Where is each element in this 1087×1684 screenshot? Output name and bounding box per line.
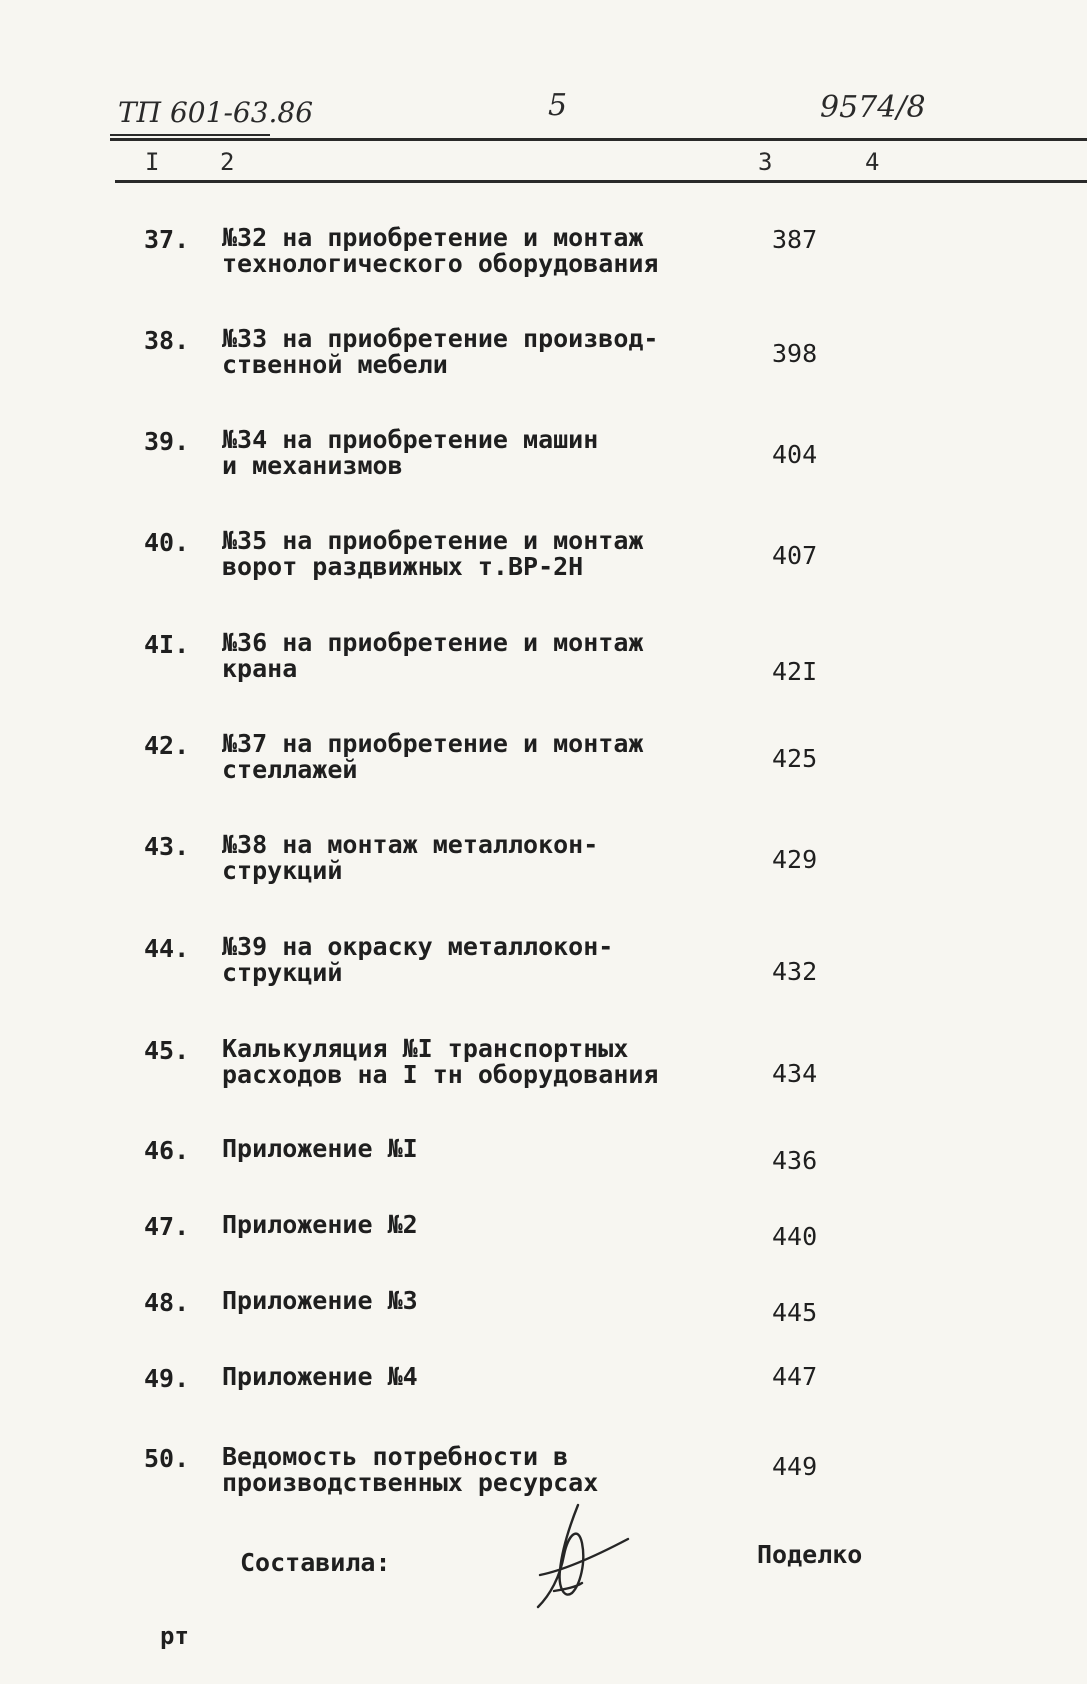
document-number: 9574/8 <box>820 90 926 125</box>
entry-number: 38. <box>144 326 190 355</box>
entry-page: 425 <box>772 744 818 773</box>
handwritten-signature <box>520 1495 640 1615</box>
entry-title: №36 на приобретение и монтаж крана <box>222 628 644 683</box>
entry-title: №32 на приобретение и монтаж технологического оборудования <box>222 223 659 278</box>
entry-number: 4I. <box>144 630 190 659</box>
entry-page: 440 <box>772 1222 818 1251</box>
entry-title: Приложение №2 <box>222 1210 418 1239</box>
entry-title: №34 на приобретение машин и механизмов <box>222 425 599 480</box>
entry-number: 49. <box>144 1364 190 1393</box>
entry-page: 398 <box>772 339 818 368</box>
entry-number: 45. <box>144 1036 190 1065</box>
entry-page: 407 <box>772 541 818 570</box>
entry-page: 432 <box>772 957 818 986</box>
compiled-by-label: Составила: <box>240 1548 391 1577</box>
document-code: ТП 601-63.86 <box>118 96 314 129</box>
entry-title: №35 на приобретение и монтаж ворот раздвижных т.ВР-2Н <box>222 526 644 581</box>
entry-number: 48. <box>144 1288 190 1317</box>
entry-title: №39 на окраску металлокон- струкций <box>222 932 614 987</box>
column-number-2: 2 <box>220 148 235 176</box>
entry-number: 46. <box>144 1136 190 1165</box>
entry-title: №33 на приобретение производ- ственной мебели <box>222 324 659 379</box>
entry-title: Ведомость потребности в производственных ресурсах <box>222 1442 599 1497</box>
entry-number: 40. <box>144 528 190 557</box>
entry-title: Приложение №I <box>222 1134 418 1163</box>
entry-page: 434 <box>772 1059 818 1088</box>
entry-page: 429 <box>772 845 818 874</box>
entry-page: 436 <box>772 1146 818 1175</box>
entry-number: 50. <box>144 1444 190 1473</box>
entry-title: Приложение №3 <box>222 1286 418 1315</box>
entry-number: 44. <box>144 934 190 963</box>
entry-title: №38 на монтаж металлокон- струкций <box>222 830 599 885</box>
entry-title: №37 на приобретение и монтаж стеллажей <box>222 729 644 784</box>
entry-number: 43. <box>144 832 190 861</box>
page-number: 5 <box>548 88 568 123</box>
column-number-4: 4 <box>865 148 880 176</box>
entry-title: Калькуляция №I транспортных расходов на I тн оборудования <box>222 1034 659 1089</box>
entry-number: 39. <box>144 427 190 456</box>
column-number-1: I <box>145 148 160 176</box>
entry-number: 37. <box>144 225 190 254</box>
entry-page: 449 <box>772 1452 818 1481</box>
typist-mark: рт <box>160 1622 189 1650</box>
entry-number: 42. <box>144 731 190 760</box>
entry-page: 404 <box>772 440 818 469</box>
entry-page: 387 <box>772 225 818 254</box>
entry-number: 47. <box>144 1212 190 1241</box>
entry-page: 42I <box>772 657 818 686</box>
entry-page: 445 <box>772 1298 818 1327</box>
entry-page: 447 <box>772 1362 818 1391</box>
entry-title: Приложение №4 <box>222 1362 418 1391</box>
column-number-3: 3 <box>758 148 773 176</box>
compiler-name: Поделко <box>757 1540 863 1569</box>
